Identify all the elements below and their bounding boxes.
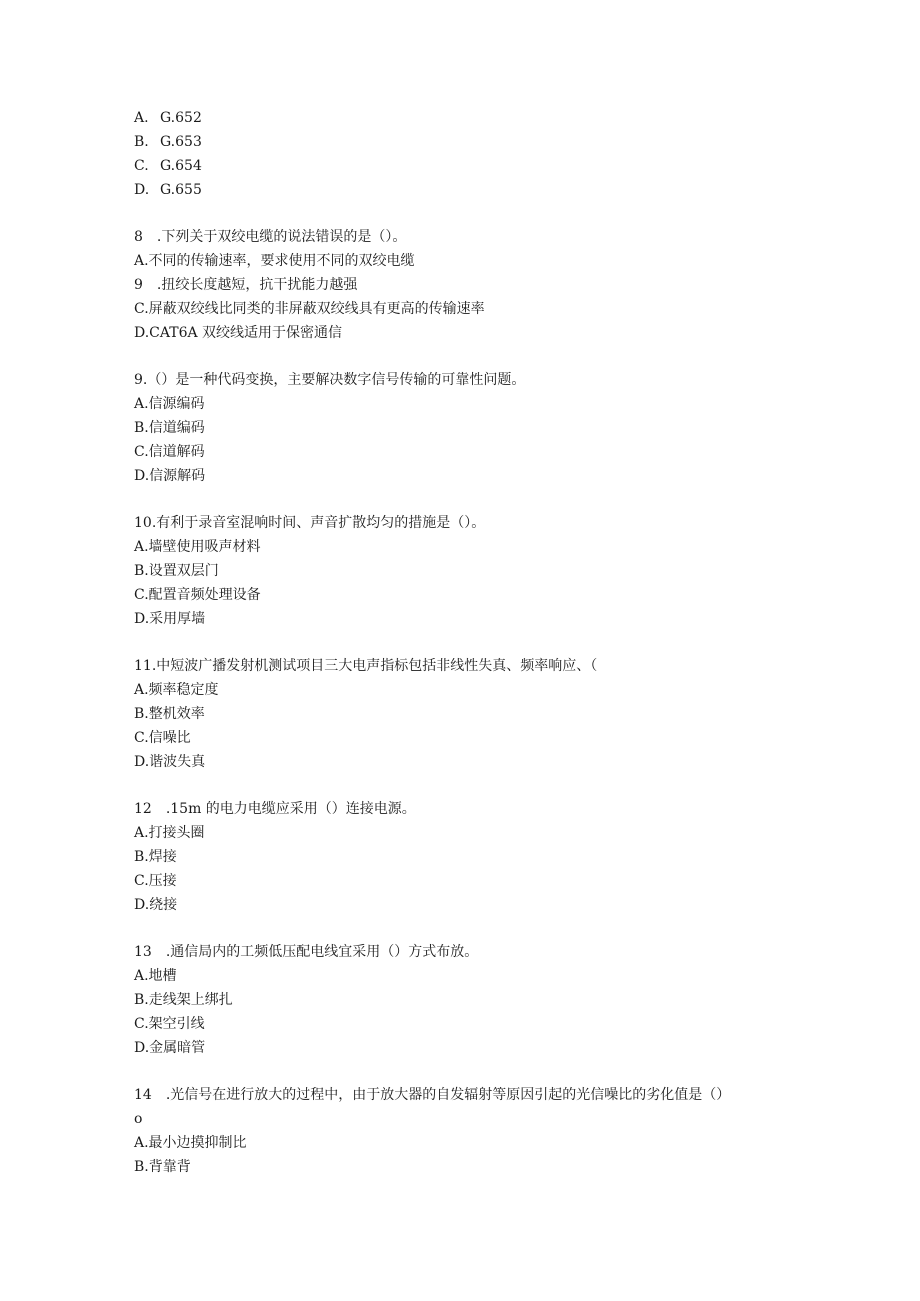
question-12-option-b: B.焊接 [134, 849, 177, 865]
question-11-option-a: A.频率稳定度 [134, 682, 219, 698]
question-14-stem-continued: o [134, 1111, 143, 1127]
question-13-option-d: D.金属暗管 [134, 1040, 206, 1056]
question-8-line-2: 9 .扭绞长度越短，抗干扰能力越强 [134, 277, 358, 293]
question-13-option-a: A.地槽 [134, 968, 177, 984]
question-10-option-a: A.墙壁使用吸声材料 [134, 539, 261, 555]
question-12-option-d: D.绕接 [134, 897, 178, 913]
option-b: B. G.653 [134, 134, 202, 150]
question-9-option-a: A.信源编码 [134, 396, 205, 412]
question-11-option-d: D.谐波失真 [134, 754, 206, 770]
option-c: C. G.654 [134, 158, 202, 174]
question-12-option-a: A.打接头圈 [134, 825, 205, 841]
option-d: D. G.655 [134, 182, 202, 198]
option-a: A. G.652 [134, 110, 202, 126]
question-12-option-c: C.压接 [134, 873, 177, 889]
question-13-stem: 13 .通信局内的工频低压配电线宜采用（）方式布放。 [134, 944, 479, 960]
question-8-line-1: A.不同的传输速率，要求使用不同的双绞电缆 [134, 253, 415, 269]
question-13-option-b: B.走线架上绑扎 [134, 992, 233, 1008]
question-8-line-3: C.屏蔽双绞线比同类的非屏蔽双绞线具有更高的传输速率 [134, 301, 485, 317]
question-10-option-c: C.配置音频处理设备 [134, 587, 261, 603]
question-12-stem: 12 .15m 的电力电缆应采用（）连接电源。 [134, 801, 416, 817]
question-8-line-4: D.CAT6A 双绞线适用于保密通信 [134, 325, 343, 341]
question-11-option-c: C.信噪比 [134, 730, 191, 746]
question-10-stem: 10.有利于录音室混响时间、声音扩散均匀的措施是（）。 [134, 515, 486, 531]
question-14-option-a: A.最小边摸抑制比 [134, 1135, 247, 1151]
question-9-option-d: D.信源解码 [134, 468, 206, 484]
question-10-option-b: B.设置双层门 [134, 563, 219, 579]
question-14-stem: 14 .光信号在进行放大的过程中，由于放大器的自发辐射等原因引起的光信噪比的劣化值是（） [134, 1087, 731, 1103]
question-9-option-c: C.信道解码 [134, 444, 205, 460]
question-9-option-b: B.信道编码 [134, 420, 205, 436]
question-9-stem: 9.（）是一种代码变换，主要解决数字信号传输的可靠性问题。 [134, 372, 526, 388]
question-14-option-b: B.背靠背 [134, 1159, 191, 1175]
question-13-option-c: C.架空引线 [134, 1016, 205, 1032]
question-11-option-b: B.整机效率 [134, 706, 205, 722]
question-10-option-d: D.采用厚墙 [134, 611, 206, 627]
question-11-stem: 11.中短波广播发射机测试项目三大电声指标包括非线性失真、频率响应、（ [134, 658, 598, 674]
question-8-stem: 8 .下列关于双绞电缆的说法错误的是（）。 [134, 229, 407, 245]
